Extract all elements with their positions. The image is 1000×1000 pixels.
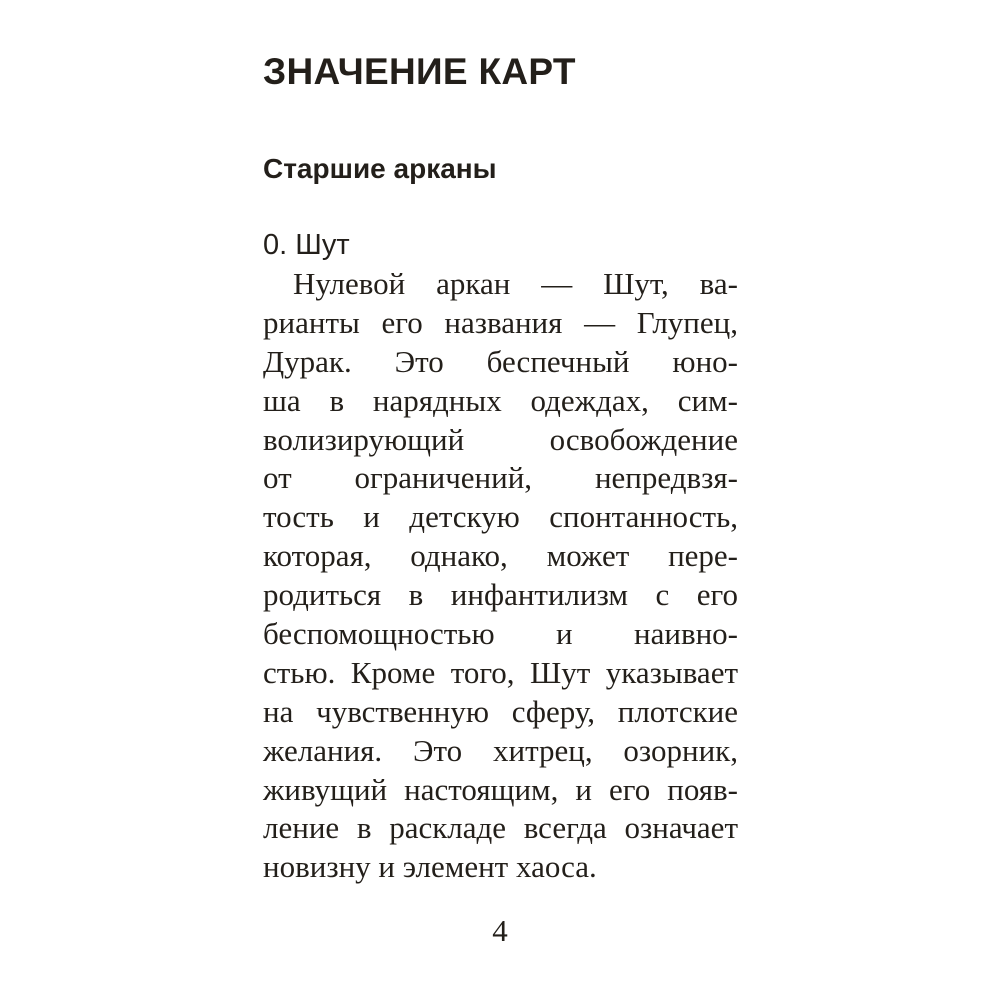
card-heading: 0. Шут [263, 229, 350, 261]
page-number: 4 [492, 913, 508, 948]
paragraph-line: беспомощностью и наивно- [263, 616, 738, 652]
paragraph-line: родиться в инфантилизм с его [263, 577, 738, 613]
paragraph-line: ление в раскладе всегда означает [263, 810, 738, 846]
section-title: Старшие арканы [263, 153, 497, 184]
paragraph-line: Нулевой аркан — Шут, ва- [293, 266, 738, 301]
paragraph-line: живущий настоящим, и его появ- [263, 771, 738, 807]
paragraph-line: стью. Кроме того, Шут указывает [263, 654, 738, 690]
paragraph-line: новизну и элемент хаоса. [263, 849, 597, 885]
paragraph-line: волизирующий освобождение [263, 421, 738, 457]
paragraph-line: на чувственную сферу, плотские [263, 693, 738, 729]
card-description-paragraph [263, 265, 738, 887]
paragraph-line: Дурак. Это беспечный юно- [263, 343, 738, 379]
chapter-title: ЗНАЧЕНИЕ КАРТ [263, 51, 576, 92]
paragraph-line: тость и детскую спонтанность, [263, 499, 738, 535]
paragraph-line: ша в нарядных одеждах, сим- [263, 382, 738, 418]
paragraph-line: которая, однако, может пере- [263, 538, 738, 574]
paragraph-line: желания. Это хитрец, озорник, [263, 732, 738, 768]
paragraph-line: от ограничений, непредвзя- [263, 460, 738, 496]
paragraph-line: рианты его названия — Глупец, [263, 304, 738, 340]
